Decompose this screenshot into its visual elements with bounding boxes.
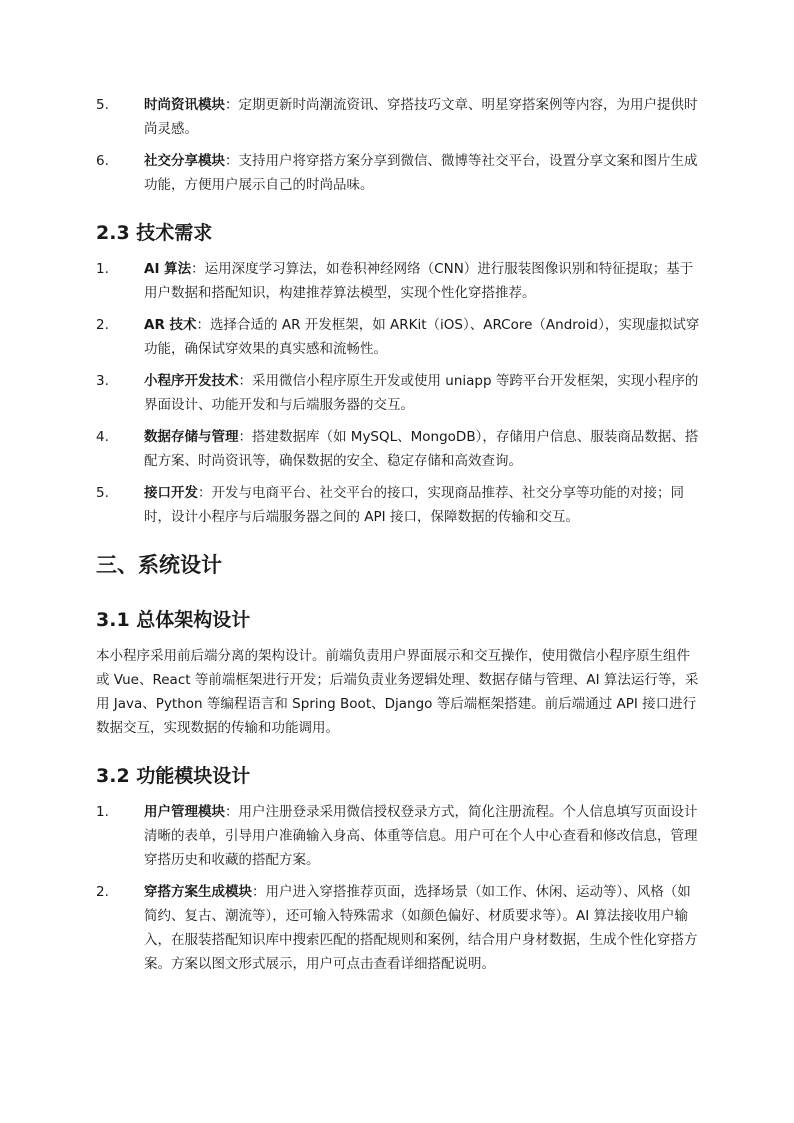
list-item [96, 93, 700, 141]
list-item [96, 481, 700, 529]
item-text: ：支持用户将穿搭方案分享到微信、微博等社交平台，设置分享文案和图片生成功能，方便用户展示自己的时尚品味。 [144, 153, 698, 193]
list-item [96, 800, 700, 872]
architecture-paragraph: 本小程序采用前后端分离的架构设计。前端负责用户界面展示和交互操作，使用微信小程序原生组件或 Vue、React 等前端框架进行开发；后端负责业务逻辑处理、数据存储与管理、AI 算法运行等，采用 Java、Python 等编程语言和 Spring Boot、Django 等后端框架搭建。前后端通过 API 接口进行数据交互，实现数据的传输和功能调用。 [96, 648, 699, 736]
item-title: 数据存储与管理 [144, 429, 239, 445]
item-number: 1. [96, 261, 109, 277]
item-number: 3. [96, 373, 109, 389]
list-item [96, 425, 700, 473]
item-title: 社交分享模块 [144, 153, 225, 169]
item-number: 2. [96, 317, 109, 333]
item-title: 小程序开发技术 [144, 373, 239, 389]
item-text: ：选择合适的 AR 开发框架，如 ARKit（iOS）、ARCore（Android），实现虚拟试穿功能，确保试穿效果的真实感和流畅性。 [144, 317, 700, 357]
item-title: 接口开发 [144, 485, 198, 501]
section-heading-3-2: 3.2 功能模块设计 [96, 765, 251, 787]
item-number: 5. [96, 485, 109, 501]
list-item [96, 149, 700, 197]
item-title: AR 技术 [144, 317, 197, 333]
list-item [96, 313, 700, 361]
item-number: 6. [96, 153, 109, 169]
list-item [96, 369, 700, 417]
item-title: 时尚资讯模块 [144, 97, 225, 113]
item-text: ：采用微信小程序原生开发或使用 uniapp 等跨平台开发框架，实现小程序的界面设计、功能开发和与后端服务器的交互。 [144, 373, 699, 413]
tech-requirements-list [96, 257, 700, 537]
chapter-heading-3: 三、系统设计 [96, 553, 222, 577]
item-title: 用户管理模块 [144, 804, 225, 820]
list-item [96, 880, 700, 976]
item-title: AI 算法 [144, 261, 192, 277]
item-number: 1. [96, 804, 109, 820]
list-item [96, 257, 700, 305]
function-module-list [96, 800, 700, 984]
feature-module-list [96, 93, 700, 205]
item-text: ：开发与电商平台、社交平台的接口，实现商品推荐、社交分享等功能的对接；同时，设计小程序与后端服务器之间的 API 接口，保障数据的传输和交互。 [144, 485, 684, 525]
item-text: ：运用深度学习算法，如卷积神经网络（CNN）进行服装图像识别和特征提取；基于用户数据和搭配知识，构建推荐算法模型，实现个性化穿搭推荐。 [144, 261, 694, 301]
item-number: 2. [96, 884, 109, 900]
item-text: ：定期更新时尚潮流资讯、穿搭技巧文章、明星穿搭案例等内容，为用户提供时尚灵感。 [144, 97, 698, 137]
item-number: 5. [96, 97, 109, 113]
item-title: 穿搭方案生成模块 [144, 884, 252, 900]
item-text: ：用户进入穿搭推荐页面，选择场景（如工作、休闲、运动等）、风格（如简约、复古、潮流等），还可输入特殊需求（如颜色偏好、材质要求等）。AI 算法接收用户输入，在服装搭配知识库中搜索匹配的搭配规则和案例，结合用户身材数据，生成个性化穿搭方案。方案以图文形式展示，用户可点击查看详细搭配说明。 [144, 884, 698, 972]
item-text: ：用户注册登录采用微信授权登录方式，简化注册流程。个人信息填写页面设计清晰的表单，引导用户准确输入身高、体重等信息。用户可在个人中心查看和修改信息，管理穿搭历史和收藏的搭配方案。 [144, 804, 698, 868]
item-text: ：搭建数据库（如 MySQL、MongoDB），存储用户信息、服装商品数据、搭配方案、时尚资讯等，确保数据的安全、稳定存储和高效查询。 [144, 429, 699, 469]
item-number: 4. [96, 429, 109, 445]
section-heading-3-1: 3.1 总体架构设计 [96, 609, 251, 631]
section-heading-2-3: 2.3 技术需求 [96, 222, 213, 244]
